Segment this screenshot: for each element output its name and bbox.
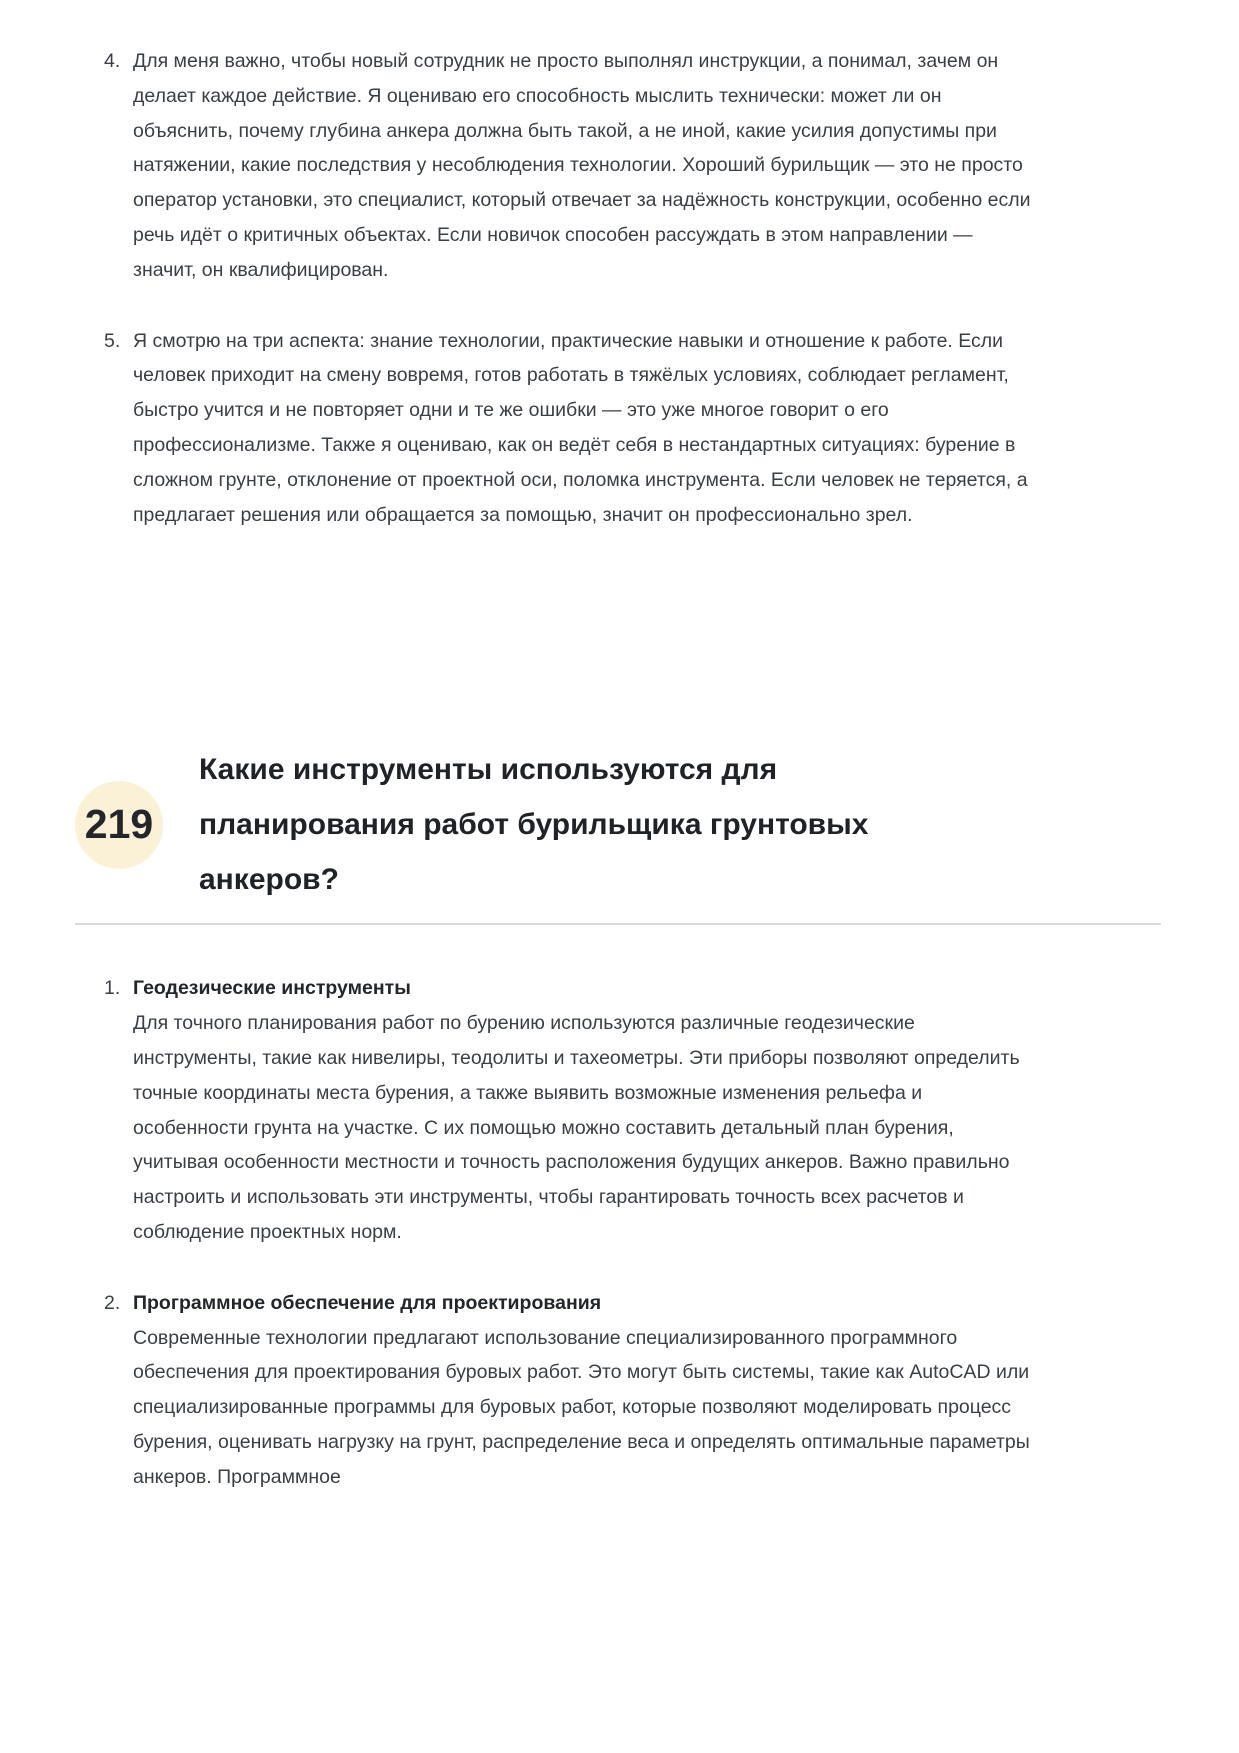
answer-item-text: Для точного планирования работ по бурению используются различные геодезические инструменты, такие как нивелиры, теодолиты и тахеометры. Эти приборы позволяют определить точные координаты места бурения, а также выявить возможные изменения рельефа и особенности грунта на участке. С их помощью можно составить детальный план бурения, учитывая особенности местности и точность расположения будущих анкеров. Важно правильно настроить и использовать эти инструменты, чтобы гарантировать точность всех расчетов и соблюдение проектных норм. xyxy=(133,1012,1020,1243)
section-divider xyxy=(75,923,1161,925)
answer-item-title: Программное обеспечение для проектирования xyxy=(133,1291,602,1314)
answer-item-text: Современные технологии предлагают использование специализированного программного обеспечения для проектирования буровых работ. Это могут быть системы, такие как AutoCAD или специализированные программы для буровых работ, которые позволяют моделировать процесс бурения, оценивать нагрузку на грунт, распределение веса и определять оптимальные параметры анкеров. Программное xyxy=(133,1326,1030,1488)
answers-list xyxy=(75,971,1161,1494)
list-item xyxy=(104,44,1161,288)
list-item-number: 5. xyxy=(104,329,121,352)
answer-item xyxy=(104,1286,1161,1495)
answer-item-body xyxy=(133,1286,1038,1495)
answer-item-title: Геодезические инструменты xyxy=(133,977,411,1000)
top-numbered-list xyxy=(75,44,1161,532)
answer-item-body xyxy=(133,971,1038,1249)
question-number-badge: 219 xyxy=(75,781,163,869)
list-item xyxy=(104,324,1161,533)
list-item-text: Я смотрю на три аспекта: знание технологии, практические навыки и отношение к работе. Если человек приходит на смену вовремя, готов работать в тяжёлых условиях, соблюдает регламент, быстро учится и не повторяет одни и те же ошибки — это уже многое говорит о его профессионализме. Также я оцениваю, как он ведёт себя в нестандартных ситуациях: бурение в сложном грунте, отклонение от проектной оси, поломка инструмента. Если человек не теряется, а предлагает решения или обращается за помощью, значит он профессионально зрел. xyxy=(133,329,1028,526)
question-heading-block xyxy=(75,742,1161,907)
list-item-text: Для меня важно, чтобы новый сотрудник не просто выполнял инструкции, а понимал, зачем он делает каждое действие. Я оцениваю его способность мыслить технически: может ли он объяснить, почему глубина анкера должна быть такой, а не иной, какие усилия допустимы при натяжении, какие последствия у несоблюдения технологии. Хороший бурильщик — это не просто оператор установки, это специалист, который отвечает за надёжность конструкции, особенно если речь идёт о критичных объектах. Если новичок способен рассуждать в этом направлении — значит, он квалифицирован. xyxy=(133,50,1031,281)
answer-item-number: 1. xyxy=(104,977,121,1000)
question-title: Какие инструменты используются для планирования работ бурильщика грунтовых анкеров? xyxy=(199,753,869,897)
answer-item-number: 2. xyxy=(104,1291,121,1314)
answer-item xyxy=(104,971,1161,1249)
list-item-number: 4. xyxy=(104,50,121,72)
